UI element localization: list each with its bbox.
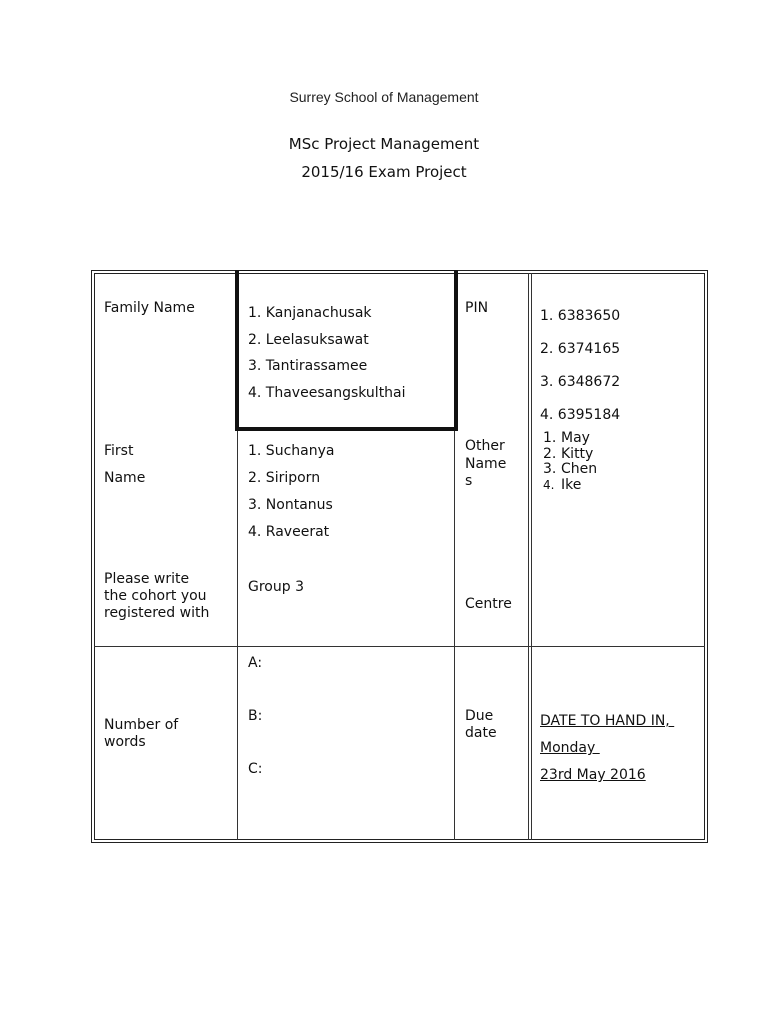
pin-3: 3. 6348672 [540,374,621,390]
family-name-1: 1. Kanjanachusak [248,305,372,321]
family-name-3: 3. Tantirassamee [248,358,368,374]
cohort-value: Group 3 [248,579,304,595]
other-name-item: 1. May [543,430,590,446]
first-name-4: 4. Raveerat [248,524,330,540]
first-name-3: 3. Nontanus [248,497,333,513]
due-date-value [540,708,674,789]
due-date-label: Due date [465,708,497,741]
school-name: Surrey School of Management [289,89,479,105]
course-title: MSc Project Management [288,135,480,153]
pin-2: 2. 6374165 [540,341,621,357]
exam-title: 2015/16 Exam Project [301,163,467,181]
due-date-line-2: Monday [540,740,600,756]
row-divider [94,646,705,647]
cohort-label: Please write the cohort you registered with [104,571,210,621]
first-name-values [248,438,334,546]
due-date-line-3: 23rd May 2016 [540,767,646,783]
other-names-label: Other Name s [465,438,507,489]
words-label: Number of words [104,717,179,750]
pin-label: PIN [465,300,489,316]
column-divider [531,273,532,840]
first-name-1: 1. Suchanya [248,443,335,459]
column-divider [528,273,529,840]
other-names-list [543,431,597,493]
other-name-item: 4. Ike [543,476,582,493]
pin-4: 4. 6395184 [540,407,621,423]
other-name-item: 3. Chen [543,461,598,477]
family-name-values [248,300,406,406]
due-date-line-1: DATE TO HAND IN, [540,713,675,729]
pin-values [540,300,620,432]
first-name-label: First Name [104,443,146,486]
words-c: C: [248,761,263,777]
pin-1: 1. 6383650 [540,308,621,324]
family-name-label: Family Name [104,300,195,316]
words-a: A: [248,655,263,671]
other-name-item: 2. Kitty [543,445,594,462]
family-name-2: 2. Leelasuksawat [248,331,369,348]
family-name-4: 4. Thaveesangskulthai [248,384,406,401]
first-name-2: 2. Siriporn [248,470,321,486]
centre-label: Centre [465,596,512,612]
words-b: B: [248,708,263,724]
